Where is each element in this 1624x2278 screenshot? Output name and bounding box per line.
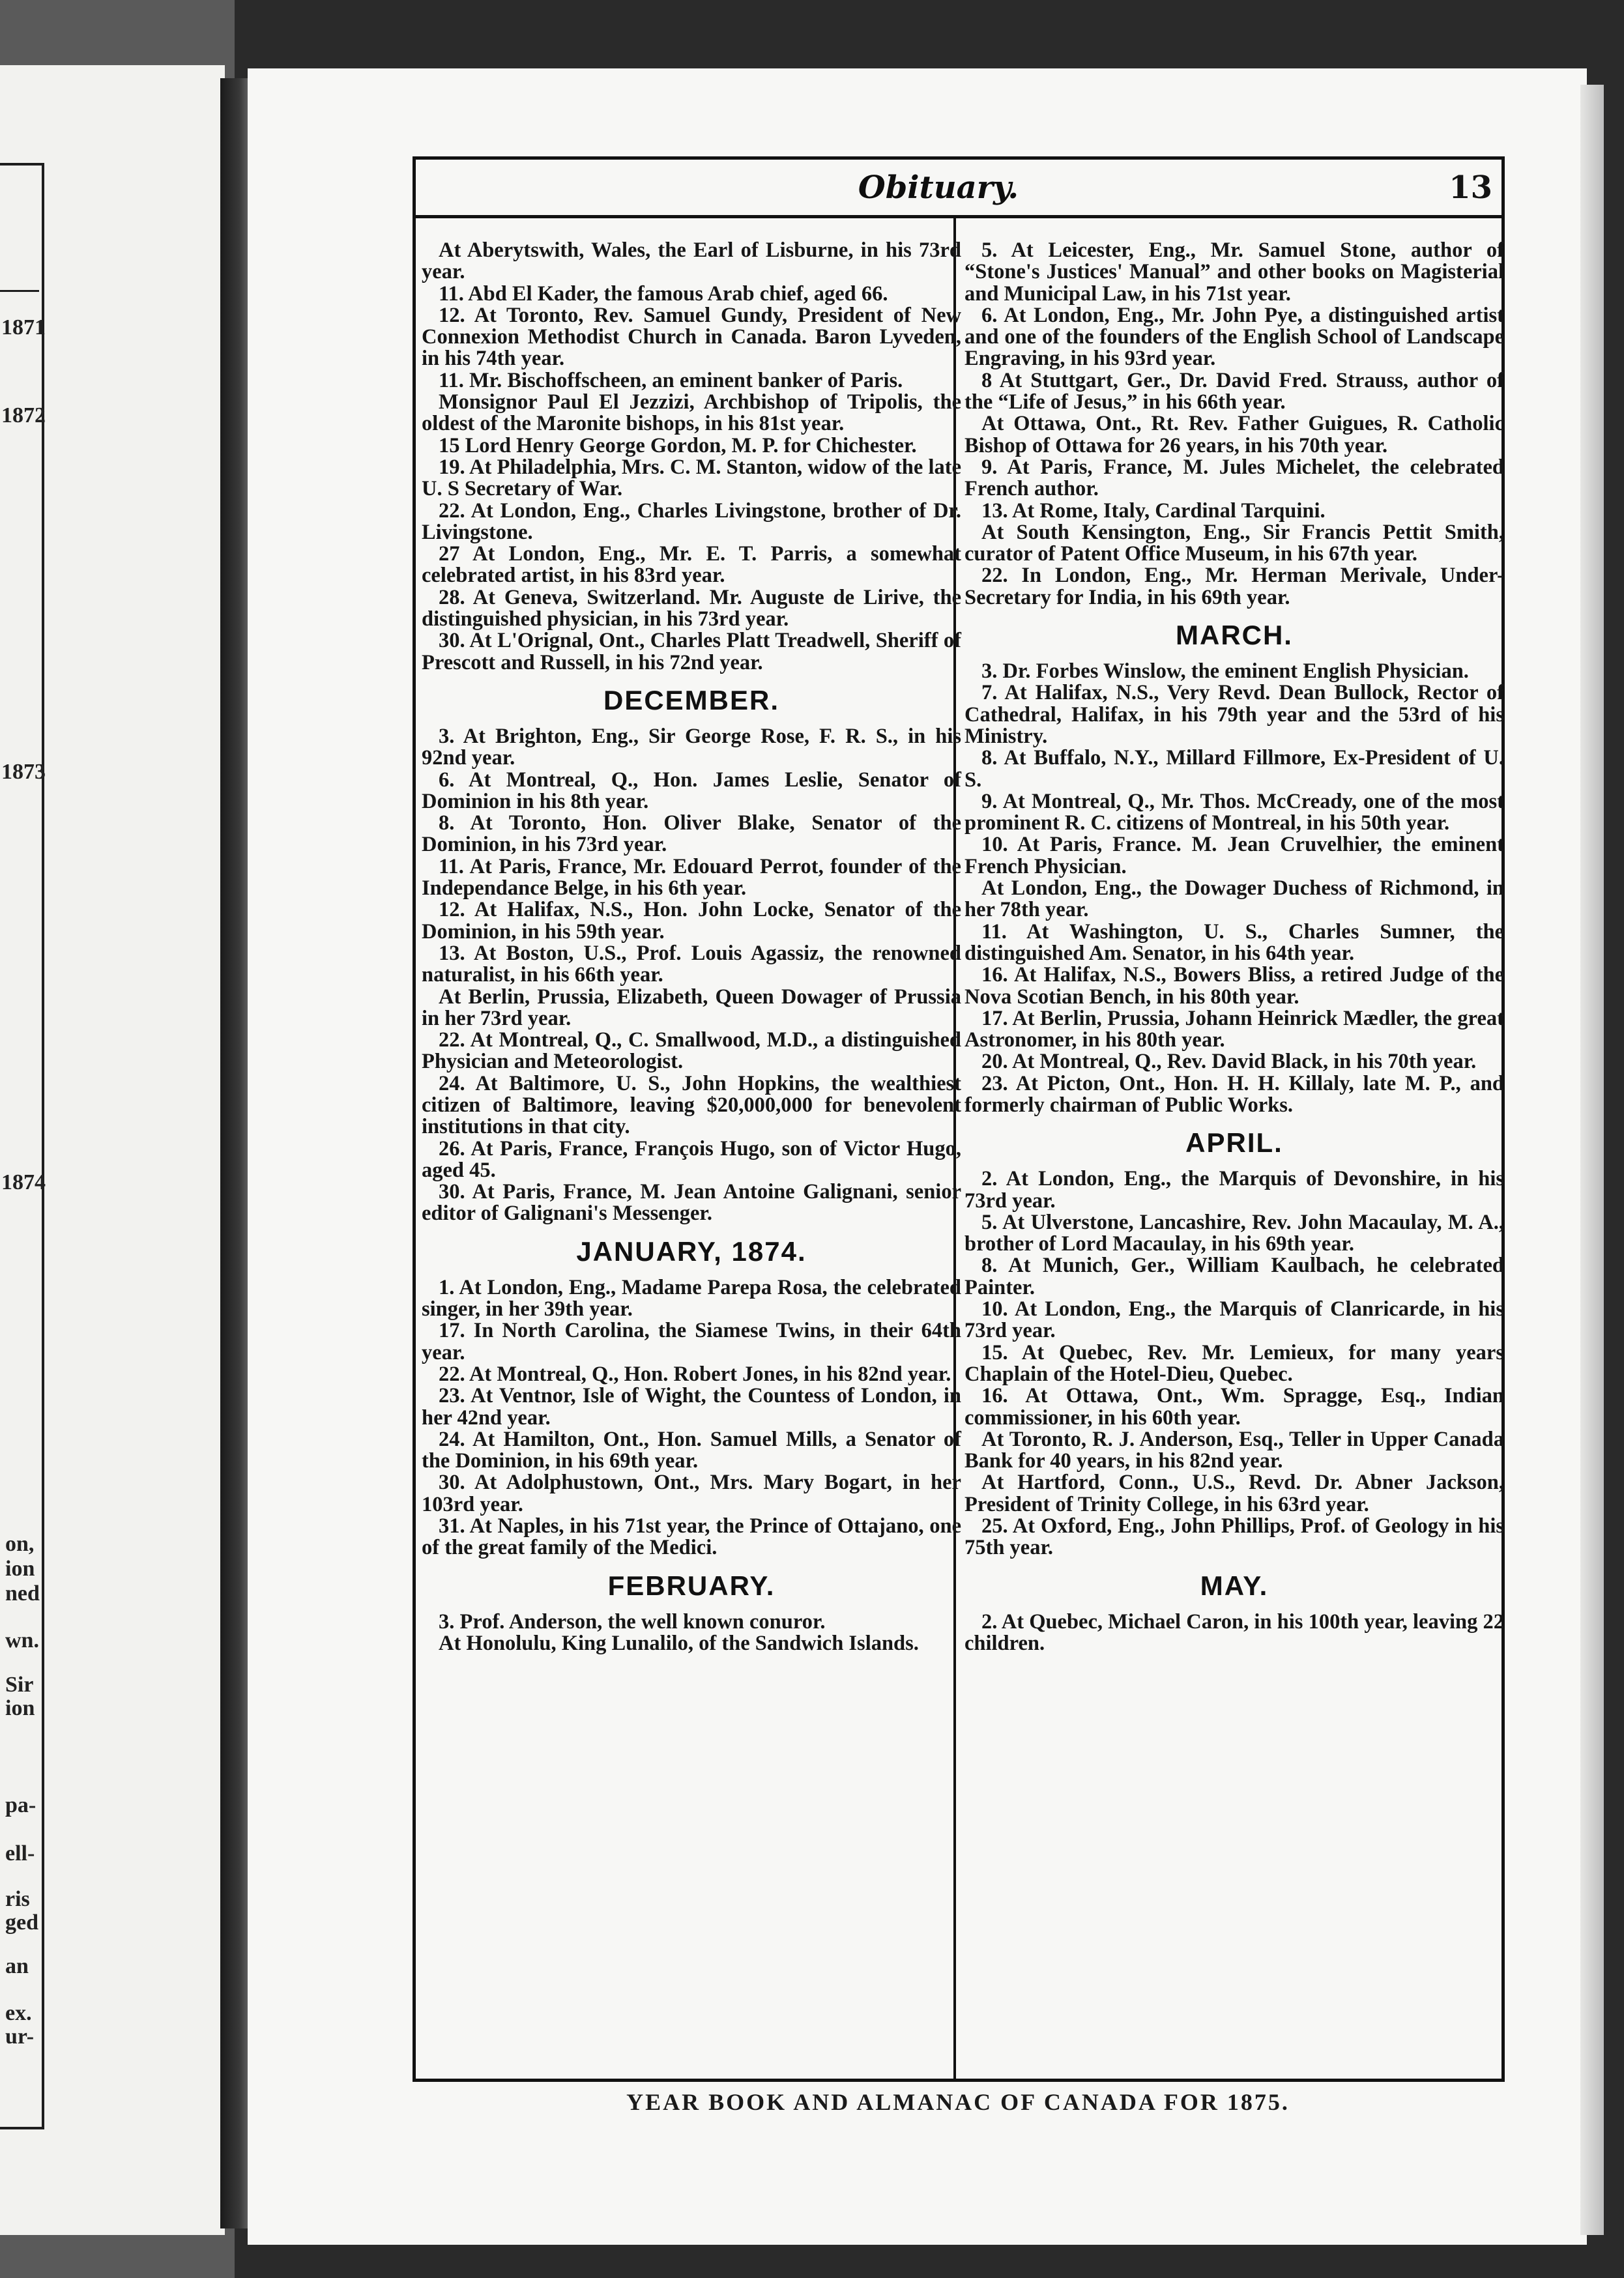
obituary-entry: 16. At Ottawa, Ont., Wm. Spragge, Esq., Indian commissioner, in his 60th year.	[964, 1384, 1504, 1430]
obituary-entry: 2. At London, Eng., the Marquis of Devonshire, in his 73rd year.	[964, 1167, 1504, 1213]
obituary-entry: 30. At Paris, France, M. Jean Antoine Galignani, senior editor of Galignani's Messenger.	[422, 1180, 961, 1226]
obituary-entry: 13. At Boston, U.S., Prof. Louis Agassiz, the renowned naturalist, in his 66th year.	[422, 941, 961, 987]
obituary-entry: 26. At Paris, France, François Hugo, son of Victor Hugo, aged 45.	[422, 1136, 961, 1182]
margin-fragment: ex.	[5, 2001, 32, 2025]
obituary-entry: 5. At Leicester, Eng., Mr. Samuel Stone, author of “Stone's Justices' Manual” and other books on Magisterial and Municipal Law, in his 71st year.	[964, 238, 1504, 306]
obituary-entry: 30. At Adolphustown, Ont., Mrs. Mary Bogart, in her 103rd year.	[422, 1471, 961, 1516]
month-heading: MARCH.	[1176, 620, 1293, 651]
obituary-entry: Monsignor Paul El Jezzizi, Archbishop of Tripolis, the oldest of the Maronite bishops, in his 81st year.	[422, 390, 961, 436]
obituary-entry: At South Kensington, Eng., Sir Francis Pettit Smith, curator of Patent Office Museum, in his 67th year.	[964, 520, 1504, 566]
obituary-entry: At Aberytswith, Wales, the Earl of Lisburne, in his 73rd year.	[422, 238, 961, 284]
obituary-entry: 24. At Baltimore, U. S., John Hopkins, the wealthiest citizen of Baltimore, leaving $20,000,000 for benevolent institutions in that city.	[422, 1071, 961, 1139]
page-number: 13	[1449, 169, 1492, 206]
obituary-entry: 22. In London, Eng., Mr. Herman Merivale, Under-Secretary for India, in his 69th year.	[964, 564, 1504, 609]
obituary-entry: 3. Dr. Forbes Winslow, the eminent English Physician.	[981, 659, 1469, 684]
month-heading: MAY.	[1200, 1570, 1269, 1601]
obituary-entry: 28. At Geneva, Switzerland. Mr. Auguste de Lirive, the distinguished physician, in his 73rd year.	[422, 585, 961, 631]
obituary-entry: At Ottawa, Ont., Rt. Rev. Father Guigues, R. Catholic Bishop of Ottawa for 26 years, in his 70th year.	[964, 412, 1504, 457]
margin-fragment: ur-	[5, 2025, 35, 2049]
month-heading: DECEMBER.	[603, 684, 780, 715]
obituary-entry: 11. At Washington, U. S., Charles Sumner, the distinguished Am. Senator, in his 64th year.	[964, 919, 1504, 965]
obituary-entry: 23. At Picton, Ont., Hon. H. H. Killaly, late M. P., and formerly chairman of Public Works.	[964, 1071, 1504, 1117]
margin-year: 1874	[1, 1170, 46, 1194]
left-column	[422, 240, 961, 1654]
obituary-entry: 19. At Philadelphia, Mrs. C. M. Stanton, widow of the late U. S Secretary of War.	[422, 455, 961, 501]
obituary-entry: 8. At Buffalo, N.Y., Millard Fillmore, Ex-President of U. S.	[964, 746, 1504, 792]
margin-year: 1872	[1, 403, 46, 427]
margin-fragment: ion	[5, 1696, 35, 1720]
obituary-entry: 22. At London, Eng., Charles Livingstone, brother of Dr. Livingstone.	[422, 498, 961, 544]
obituary-entry: 6. At London, Eng., Mr. John Pye, a distinguished artist and one of the founders of the English School of Landscape Engraving, in his 93rd year.	[964, 303, 1504, 371]
month-heading: FEBRUARY.	[607, 1570, 776, 1601]
obituary-entry: 11. Abd El Kader, the famous Arab chief, aged 66.	[439, 281, 888, 306]
right-column	[964, 240, 1504, 1654]
month-heading: JANUARY, 1874.	[576, 1235, 807, 1267]
obituary-entry: At Hartford, Conn., U.S., Revd. Dr. Abner Jackson, President of Trinity College, in his 63rd year.	[964, 1471, 1504, 1516]
margin-fragment: on,	[5, 1532, 35, 1556]
obituary-entry: 6. At Montreal, Q., Hon. James Leslie, Senator of Dominion in his 8th year.	[422, 768, 961, 813]
obituary-entry: 25. At Oxford, Eng., John Phillips, Prof. of Geology in his 75th year.	[964, 1514, 1504, 1560]
obituary-entry: 9. At Paris, France, M. Jules Michelet, the celebrated French author.	[964, 455, 1504, 501]
header-rule	[416, 215, 1501, 218]
obituary-entry: 8. At Toronto, Hon. Oliver Blake, Senator of the Dominion, in his 73rd year.	[422, 811, 961, 857]
obituary-entry: 13. At Rome, Italy, Cardinal Tarquini.	[981, 498, 1326, 523]
obituary-entry: 17. In North Carolina, the Siamese Twins, in their 64th year.	[422, 1319, 961, 1364]
obituary-entry: At Berlin, Prussia, Elizabeth, Queen Dowager of Prussia in her 73rd year.	[422, 985, 961, 1030]
obituary-entry: 20. At Montreal, Q., Rev. David Black, in his 70th year.	[981, 1050, 1477, 1074]
obituary-entry: At London, Eng., the Dowager Duchess of Richmond, in her 78th year.	[964, 876, 1504, 922]
obituary-entry: 3. At Brighton, Eng., Sir George Rose, F. R. S., in his 92nd year.	[422, 724, 961, 770]
margin-fragment: pa-	[5, 1793, 36, 1817]
obituary-entry: 5. At Ulverstone, Lancashire, Rev. John Macaulay, M. A., brother of Lord Macaulay, in his 69th year.	[964, 1210, 1504, 1256]
facing-page-frame	[0, 163, 44, 2129]
obituary-entry: 17. At Berlin, Prussia, Johann Heinrick Mædler, the great Astronomer, in his 80th year.	[964, 1006, 1504, 1052]
margin-fragment: Sir	[5, 1673, 34, 1697]
margin-fragment: ned	[5, 1581, 40, 1606]
facing-page-rule	[0, 290, 39, 292]
obituary-entry: 8. At Munich, Ger., William Kaulbach, he celebrated Painter.	[964, 1254, 1504, 1299]
obituary-entry: 12. At Toronto, Rev. Samuel Gundy, President of New Connexion Methodist Church in Canada. Baron Lyveden, in his 74th year.	[422, 303, 961, 371]
page-edge	[1580, 85, 1604, 2235]
margin-fragment: ged	[5, 1910, 38, 1935]
obituary-entry: 11. At Paris, France, Mr. Edouard Perrot, founder of the Independance Belge, in his 6th year.	[422, 854, 961, 901]
obituary-entry: 12. At Halifax, N.S., Hon. John Locke, Senator of the Dominion, in his 59th year.	[422, 898, 961, 944]
running-footer: YEAR BOOK AND ALMANAC OF CANADA FOR 1875.	[626, 2089, 1290, 2115]
obituary-entry: 31. At Naples, in his 71st year, the Prince of Ottajano, one of the great family of the Medici.	[422, 1514, 961, 1560]
obituary-entry: 10. At Paris, France. M. Jean Cruvelhier, the eminent French Physician.	[964, 833, 1504, 878]
facing-page	[0, 65, 225, 2235]
margin-year: 1873	[1, 760, 46, 784]
obituary-entry: 22. At Montreal, Q., C. Smallwood, M.D., a distinguished Physician and Meteorologist.	[422, 1028, 961, 1074]
obituary-entry: 30. At L'Orignal, Ont., Charles Platt Treadwell, Sheriff of Prescott and Russell, in his 72nd year.	[422, 629, 961, 674]
obituary-entry: 23. At Ventnor, Isle of Wight, the Countess of London, in her 42nd year.	[422, 1384, 961, 1430]
margin-fragment: an	[5, 1954, 29, 1978]
obituary-entry: At Toronto, R. J. Anderson, Esq., Teller in Upper Canada Bank for 40 years, in his 82nd year.	[964, 1427, 1504, 1473]
margin-fragment: wn.	[5, 1628, 39, 1652]
obituary-entry: 7. At Halifax, N.S., Very Revd. Dean Bullock, Rector of Cathedral, Halifax, in his 79th year and the 53rd of his Ministry.	[964, 681, 1504, 748]
margin-fragment: ris	[5, 1887, 30, 1911]
page-title: Obituary.	[858, 169, 1019, 206]
obituary-entry: At Honolulu, King Lunalilo, of the Sandwich Islands.	[439, 1631, 919, 1655]
obituary-entry: 16. At Halifax, N.S., Bowers Bliss, a retired Judge of the Nova Scotian Bench, in his 80th year.	[964, 963, 1504, 1009]
obituary-entry: 3. Prof. Anderson, the well known conuror.	[439, 1609, 826, 1634]
obituary-entry: 11. Mr. Bischoffscheen, an eminent banker of Paris.	[439, 368, 903, 392]
margin-fragment: ion	[5, 1557, 35, 1581]
obituary-entry: 2. At Quebec, Michael Caron, in his 100th year, leaving 22 children.	[964, 1609, 1504, 1655]
obituary-entry: 8 At Stuttgart, Ger., Dr. David Fred. Strauss, author of the “Life of Jesus,” in his 66th year.	[964, 368, 1504, 414]
obituary-entry: 15. At Quebec, Rev. Mr. Lemieux, for many years Chaplain of the Hotel-Dieu, Quebec.	[964, 1340, 1504, 1386]
obituary-entry: 1. At London, Eng., Madame Parepa Rosa, the celebrated singer, in her 39th year.	[422, 1275, 961, 1321]
obituary-entry: 9. At Montreal, Q., Mr. Thos. McCready, one of the most prominent R. C. citizens of Montreal, in his 50th year.	[964, 789, 1504, 835]
month-heading: APRIL.	[1185, 1127, 1283, 1159]
obituary-entry: 15 Lord Henry George Gordon, M. P. for Chichester.	[439, 433, 917, 457]
obituary-entry: 27 At London, Eng., Mr. E. T. Parris, a somewhat celebrated artist, in his 83rd year.	[422, 542, 961, 588]
margin-fragment: ell-	[5, 1841, 35, 1866]
obituary-entry: 10. At London, Eng., the Marquis of Clanricarde, in his 73rd year.	[964, 1297, 1504, 1343]
margin-year: 1871	[1, 315, 46, 339]
obituary-entry: 22. At Montreal, Q., Hon. Robert Jones, in his 82nd year.	[439, 1362, 951, 1386]
obituary-entry: 24. At Hamilton, Ont., Hon. Samuel Mills, a Senator of the Dominion, in his 69th year.	[422, 1427, 961, 1473]
